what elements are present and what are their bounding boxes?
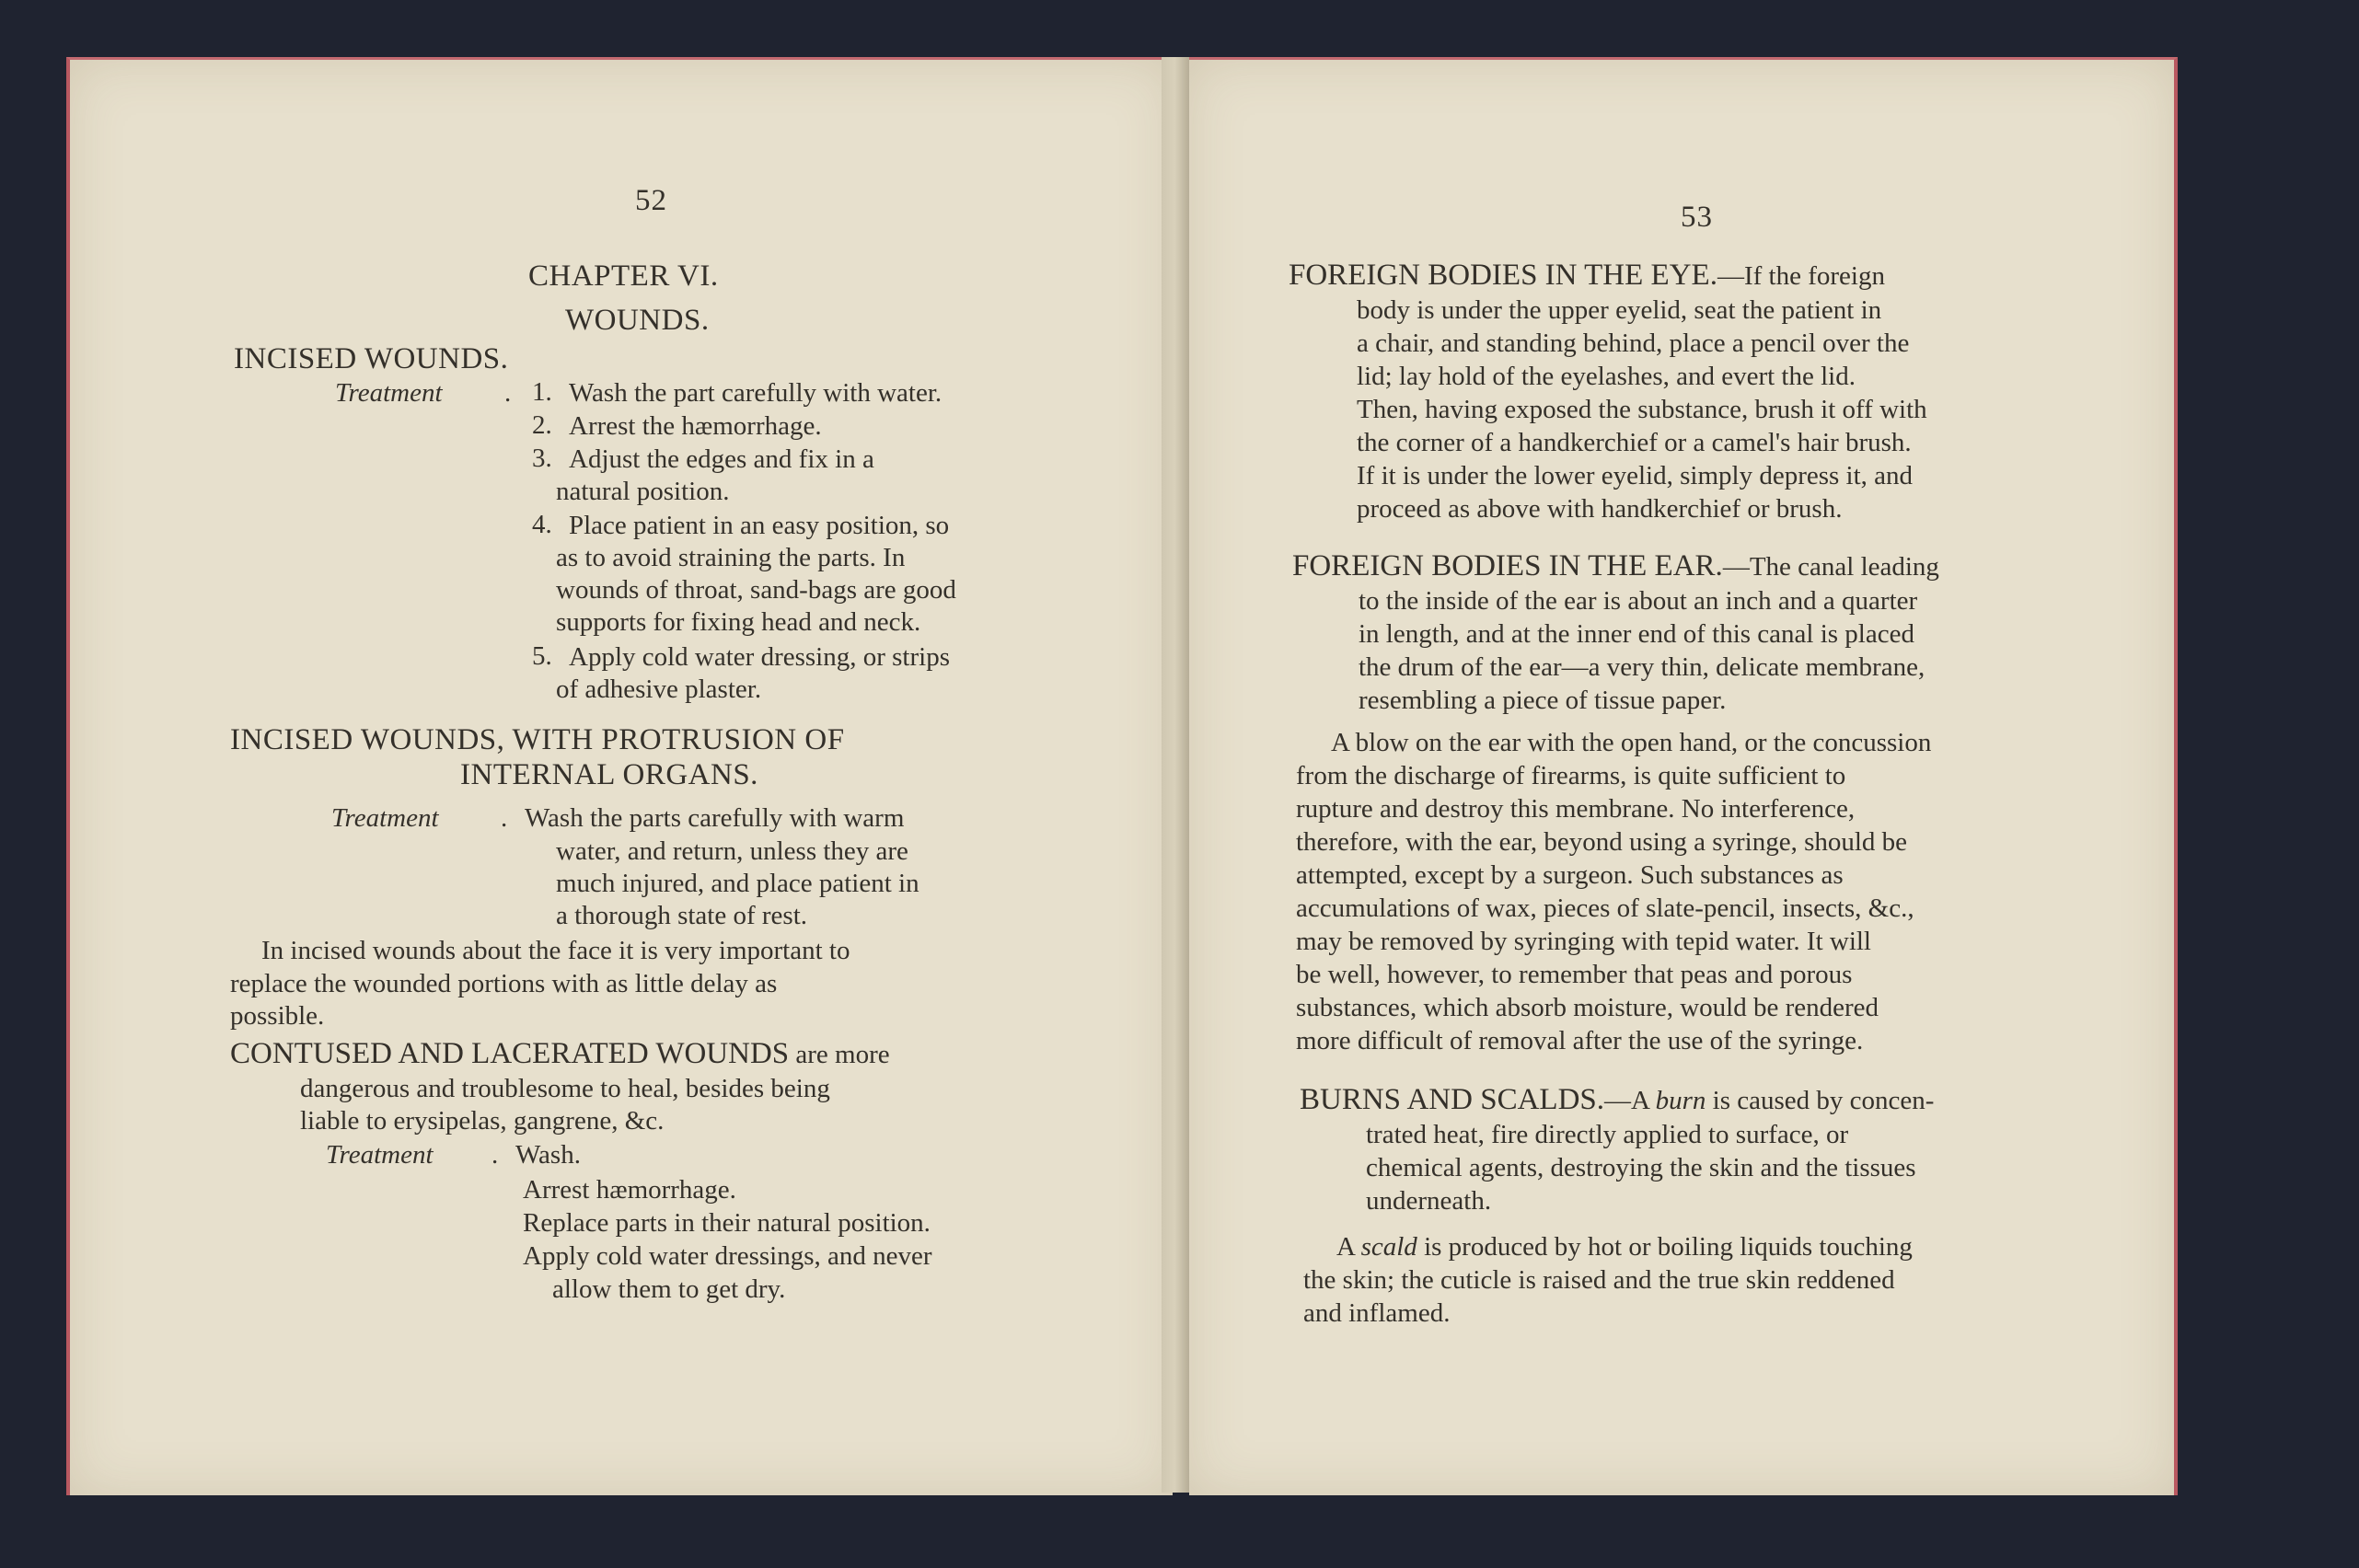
eye-paragraph bbox=[1289, 259, 1885, 293]
step-line: Place patient in an easy position, so bbox=[569, 511, 950, 540]
step-number: 2. bbox=[532, 410, 552, 440]
page-number-left: 52 bbox=[635, 184, 667, 217]
step-line: supports for fixing head and neck. bbox=[556, 607, 921, 637]
scald-term: scald bbox=[1360, 1232, 1417, 1262]
protrusion-treatment-line: a thorough state of rest. bbox=[556, 901, 808, 930]
eye-line: a chair, and standing behind, place a pencil over the bbox=[1357, 329, 1910, 358]
scald-a: A bbox=[1336, 1232, 1361, 1262]
contused-line: dangerous and troublesome to heal, besides being bbox=[300, 1074, 830, 1103]
eye-line: —If the foreign bbox=[1717, 261, 1885, 291]
step-number: 4. bbox=[532, 510, 552, 539]
contused-treatment-line: Replace parts in their natural position. bbox=[523, 1208, 931, 1238]
blow-line: A blow on the ear with the open hand, or the concussion bbox=[1331, 728, 1932, 757]
scald-line: and inflamed. bbox=[1303, 1298, 1451, 1328]
eye-heading: FOREIGN BODIES IN THE EYE. bbox=[1289, 259, 1717, 292]
treatment-dot: . bbox=[504, 378, 512, 408]
scald-paragraph bbox=[1336, 1231, 1913, 1263]
eye-line: If it is under the lower eyelid, simply depress it, and bbox=[1357, 461, 1914, 490]
protrusion-heading-cont: INTERNAL ORGANS. bbox=[460, 758, 758, 791]
contused-treatment-line: Wash. bbox=[515, 1140, 581, 1170]
blow-line: accumulations of wax, pieces of slate-pencil, insects, &c., bbox=[1296, 894, 1914, 923]
protrusion-treatment-line: much injured, and place patient in bbox=[556, 869, 919, 898]
blow-line: therefore, with the ear, beyond using a syringe, should be bbox=[1296, 827, 1908, 857]
burns-line: trated heat, fire directly applied to surface, or bbox=[1366, 1120, 1849, 1149]
face-paragraph-line: possible. bbox=[230, 1001, 325, 1031]
contused-line: liable to erysipelas, gangrene, &c. bbox=[300, 1106, 665, 1136]
blow-line: rupture and destroy this membrane. No interference, bbox=[1296, 794, 1856, 824]
burns-dash: —A bbox=[1604, 1086, 1656, 1115]
eye-line: proceed as above with handkerchief or brush. bbox=[1357, 494, 1843, 524]
face-paragraph-line: replace the wounded portions with as little delay as bbox=[230, 969, 778, 998]
ear-line: resembling a piece of tissue paper. bbox=[1359, 686, 1727, 715]
eye-line: the corner of a handkerchief or a camel's hair brush. bbox=[1357, 428, 1912, 457]
burns-heading: BURNS AND SCALDS. bbox=[1300, 1083, 1604, 1116]
scald-line: is produced by hot or boiling liquids touching bbox=[1417, 1232, 1913, 1262]
treatment-label: Treatment bbox=[335, 378, 443, 408]
ear-line: to the inside of the ear is about an inch and a quarter bbox=[1359, 586, 1918, 616]
blow-line: be well, however, to remember that peas and porous bbox=[1296, 960, 1853, 989]
incised-wounds-heading: INCISED WOUNDS. bbox=[234, 342, 509, 375]
step-line: natural position. bbox=[556, 477, 730, 506]
eye-line: body is under the upper eyelid, seat the patient in bbox=[1357, 295, 1882, 325]
treatment-label: Treatment bbox=[326, 1140, 434, 1170]
protrusion-treatment-line: Wash the parts carefully with warm bbox=[525, 803, 905, 833]
step-line: Arrest the hæmorrhage. bbox=[569, 411, 822, 441]
contused-treatment-line: Apply cold water dressings, and never bbox=[523, 1241, 932, 1271]
contused-line: are more bbox=[789, 1040, 890, 1069]
step-line: Apply cold water dressing, or strips bbox=[569, 642, 950, 672]
protrusion-treatment-line: water, and return, unless they are bbox=[556, 836, 908, 866]
step-number: 1. bbox=[532, 377, 552, 407]
burns-line: underneath. bbox=[1366, 1186, 1492, 1216]
ear-heading: FOREIGN BODIES IN THE EAR. bbox=[1292, 549, 1723, 582]
step-number: 5. bbox=[532, 641, 552, 671]
burn-term: burn bbox=[1655, 1086, 1706, 1115]
protrusion-heading: INCISED WOUNDS, WITH PROTRUSION OF bbox=[230, 723, 845, 756]
blow-line: may be removed by syringing with tepid water. It will bbox=[1296, 927, 1871, 956]
burns-line: is caused by concen- bbox=[1706, 1086, 1935, 1115]
contused-heading: CONTUSED AND LACERATED WOUNDS bbox=[230, 1037, 790, 1070]
step-line: Adjust the edges and fix in a bbox=[569, 444, 874, 474]
step-line: as to avoid straining the parts. In bbox=[556, 543, 906, 572]
step-line: of adhesive plaster. bbox=[556, 674, 762, 704]
treatment-dot: . bbox=[491, 1140, 499, 1170]
burns-paragraph bbox=[1300, 1084, 1934, 1117]
contused-treatment-line: allow them to get dry. bbox=[552, 1274, 786, 1304]
ear-line: the drum of the ear—a very thin, delicate membrane, bbox=[1359, 652, 1925, 682]
chapter-title: WOUNDS. bbox=[565, 304, 710, 337]
step-number: 3. bbox=[532, 444, 552, 473]
ear-paragraph bbox=[1292, 550, 1939, 583]
blow-line: from the discharge of firearms, is quite sufficient to bbox=[1296, 761, 1846, 790]
treatment-dot: . bbox=[501, 803, 508, 833]
ear-line: —The canal leading bbox=[1722, 552, 1939, 582]
scald-line: the skin; the cuticle is raised and the true skin reddened bbox=[1303, 1265, 1895, 1295]
contused-treatment-line: Arrest hæmorrhage. bbox=[523, 1175, 736, 1205]
blow-line: more difficult of removal after the use of the syringe. bbox=[1296, 1026, 1864, 1055]
page-number-right: 53 bbox=[1681, 201, 1713, 234]
burns-line: chemical agents, destroying the skin and the tissues bbox=[1366, 1153, 1916, 1182]
eye-line: Then, having exposed the substance, brush it off with bbox=[1357, 395, 1927, 424]
ear-line: in length, and at the inner end of this canal is placed bbox=[1359, 619, 1914, 649]
contused-paragraph bbox=[230, 1038, 890, 1071]
face-paragraph-line: In incised wounds about the face it is very important to bbox=[261, 936, 850, 965]
blow-line: attempted, except by a surgeon. Such substances as bbox=[1296, 860, 1844, 890]
chapter-number: CHAPTER VI. bbox=[528, 259, 719, 293]
eye-line: lid; lay hold of the eyelashes, and evert the lid. bbox=[1357, 362, 1856, 391]
step-line: Wash the part carefully with water. bbox=[569, 378, 942, 408]
treatment-label: Treatment bbox=[331, 803, 439, 833]
step-line: wounds of throat, sand-bags are good bbox=[556, 575, 956, 605]
blow-line: substances, which absorb moisture, would be rendered bbox=[1296, 993, 1879, 1022]
